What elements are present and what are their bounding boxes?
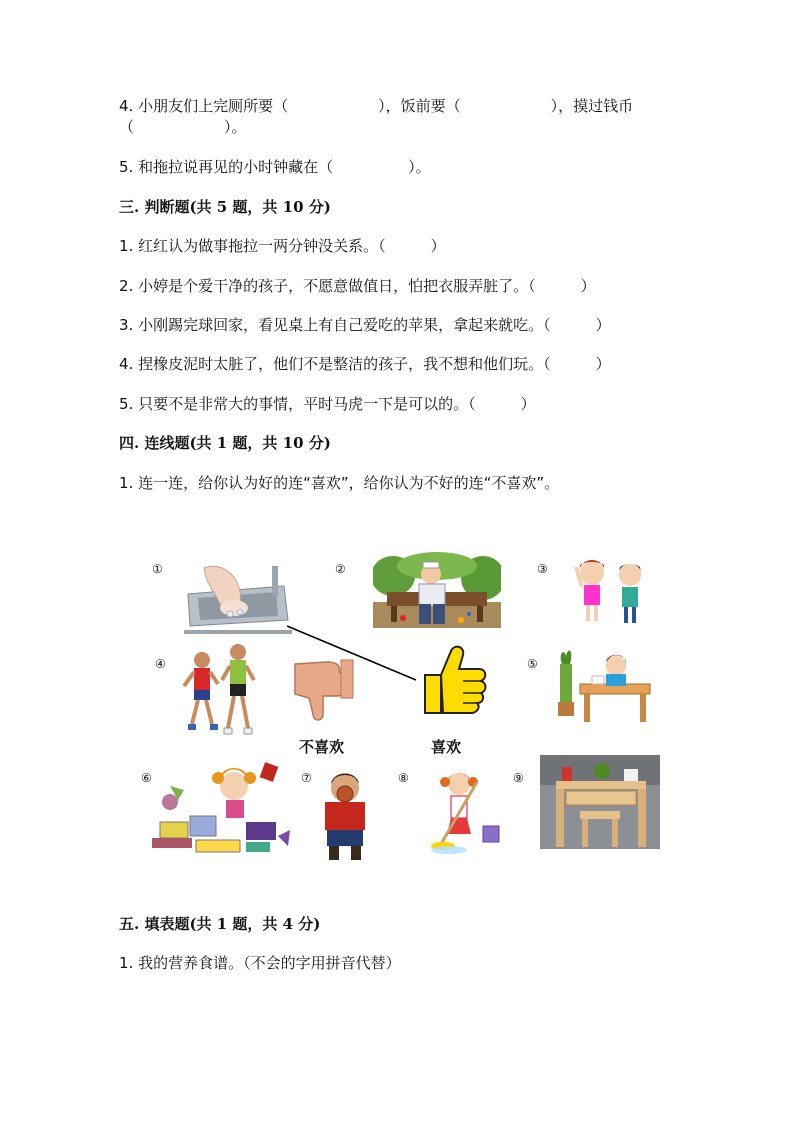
messy-room-girl-image bbox=[150, 756, 292, 856]
question-5: 5. 和拖拉说再见的小时钟藏在（ ）。 bbox=[119, 158, 431, 176]
marker-2: ② bbox=[335, 562, 346, 576]
marker-8: ⑧ bbox=[398, 771, 409, 785]
section-5-heading: 五. 填表题(共 1 题，共 4 分) bbox=[119, 915, 321, 933]
question-4-line-2: （ ）。 bbox=[119, 118, 247, 136]
girl-mopping-image bbox=[429, 768, 501, 856]
judge-item-1: 1. 红红认为做事拖拉一两分钟没关系。（ ） bbox=[119, 237, 446, 255]
matching-question: 1. 连一连，给你认为好的连“喜欢”，给你认为不好的连“不喜欢”。 bbox=[119, 474, 560, 492]
like-label: 喜欢 bbox=[431, 738, 462, 756]
boy-eating-image bbox=[315, 768, 375, 862]
child-at-desk-image bbox=[556, 646, 654, 726]
tidy-desk-image bbox=[540, 755, 660, 849]
marker-5: ⑤ bbox=[527, 657, 538, 671]
marker-3: ③ bbox=[537, 562, 548, 576]
judge-item-4: 4. 捏橡皮泥时太脏了，他们不是整洁的孩子，我不想和他们玩。（ ） bbox=[119, 355, 611, 373]
thumbs-up-icon bbox=[423, 645, 489, 715]
marker-6: ⑥ bbox=[141, 771, 152, 785]
judge-item-2: 2. 小婷是个爱干净的孩子，不愿意做值日，怕把衣服弄脏了。（ ） bbox=[119, 277, 596, 295]
littering-man-image bbox=[373, 552, 501, 628]
judge-item-5: 5. 只要不是非常大的事情，平时马虎一下是可以的。（ ） bbox=[119, 395, 536, 413]
marker-1: ① bbox=[152, 562, 163, 576]
recipe-question: 1. 我的营养食谱。（不会的字用拼音代替） bbox=[119, 954, 401, 972]
runners-image bbox=[182, 640, 260, 746]
marker-7: ⑦ bbox=[301, 771, 312, 785]
marker-4: ④ bbox=[155, 657, 166, 671]
connecting-line bbox=[286, 622, 418, 684]
judge-item-3: 3. 小刚踢完球回家，看见桌上有自己爱吃的苹果，拿起来就吃。（ ） bbox=[119, 316, 611, 334]
section-4-heading: 四. 连线题(共 1 题，共 10 分) bbox=[119, 434, 331, 452]
hand-washing-image bbox=[184, 560, 292, 638]
two-children-image bbox=[568, 557, 654, 627]
question-4-line-1: 4. 小朋友们上完厕所要（ ），饭前要（ ），摸过钱币 bbox=[119, 97, 634, 115]
dislike-label: 不喜欢 bbox=[299, 738, 345, 756]
marker-9: ⑨ bbox=[513, 771, 524, 785]
section-3-heading: 三. 判断题(共 5 题，共 10 分) bbox=[119, 198, 331, 216]
